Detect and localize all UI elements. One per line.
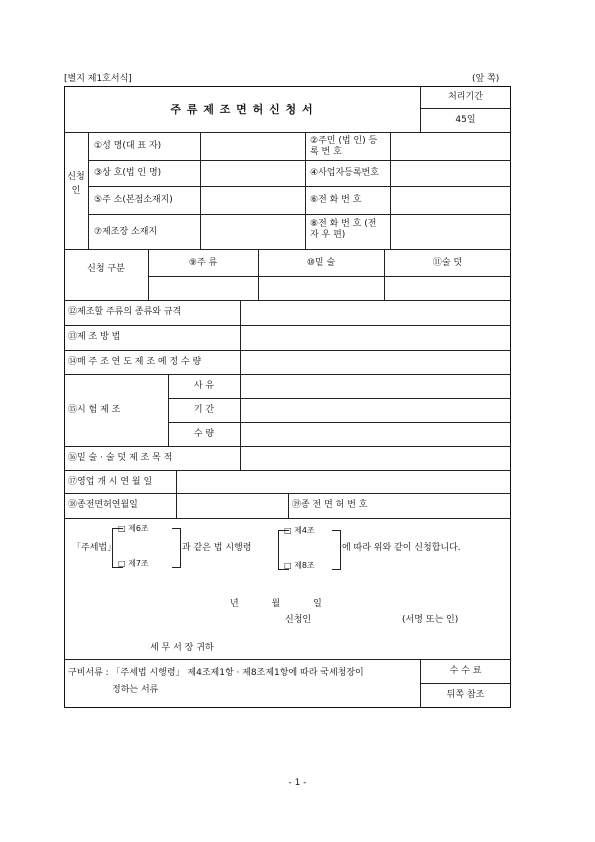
applicant-side-label: 신청인 <box>67 172 85 196</box>
rule <box>64 518 511 519</box>
method-label: ⑬제 조 방 법 <box>68 332 121 342</box>
rule <box>64 325 511 326</box>
fee-value: 뒤쪽 참조 <box>446 690 485 700</box>
rule <box>88 160 511 161</box>
rule <box>305 132 306 249</box>
required-documents-cont: 정하는 서류 <box>112 685 159 695</box>
category-yeast: ⑪술 덧 <box>432 258 463 268</box>
rule <box>64 659 511 660</box>
category-label: 신청 구분 <box>87 264 125 274</box>
bracket-right <box>332 530 341 570</box>
opening-date-label: ⑰영업 개 시 연 월 일 <box>68 477 153 487</box>
rule <box>64 300 511 301</box>
rule <box>148 276 511 277</box>
statement-tail: 에 따라 위와 같이 신청합니다. <box>342 543 461 553</box>
applicant-signature-label: 신청인 <box>285 615 312 625</box>
resident-number-label: ②주민 (법 인) 등 록 번 호 <box>310 136 378 157</box>
previous-license-date-label: ⑱종전면허연월일 <box>68 500 138 510</box>
rule <box>200 132 201 249</box>
purpose-label: ⑯밑 술 · 술 덧 제 조 목 적 <box>68 453 173 463</box>
phone-email-label: ⑧전 화 번 호 (전 자 우 편) <box>310 219 377 240</box>
page-number: - 1 - <box>288 778 307 788</box>
bracket-right <box>172 528 181 568</box>
business-number-label: ④사업자등록번호 <box>310 168 379 178</box>
plant-location-label: ⑦제조장 소재지 <box>94 227 158 237</box>
rule <box>420 108 511 109</box>
page-side-label: (앞 쪽) <box>472 74 500 84</box>
rule <box>420 683 511 684</box>
decree-article4-checkbox[interactable]: □ 제4조 <box>284 526 315 535</box>
annual-quantity-label: ⑭매 주 조 연 도 제 조 예 정 수 량 <box>68 357 202 367</box>
rule <box>176 470 177 518</box>
addressee: 세 무 서 장 귀하 <box>150 643 214 653</box>
phone-label: ⑥전 화 번 호 <box>310 195 362 205</box>
application-date: 년 월 일 <box>230 599 322 609</box>
trial-period-label: 기 간 <box>193 405 215 415</box>
article6-checkbox[interactable]: □ 제6조 <box>118 524 149 533</box>
processing-value: 45일 <box>455 115 476 125</box>
name-label: ①성 명(대 표 자) <box>94 141 162 151</box>
rule <box>148 249 149 300</box>
rule <box>88 186 511 187</box>
rule <box>64 350 511 351</box>
rule <box>390 132 391 249</box>
rule <box>64 446 511 447</box>
category-liquor: ⑨주 류 <box>188 258 218 268</box>
trial-quantity-label: 수 량 <box>193 429 215 439</box>
rule <box>88 132 89 249</box>
rule <box>384 249 385 300</box>
rule <box>64 374 511 375</box>
trial-manufacture-label: ⑮시 험 제 조 <box>68 405 121 415</box>
form-number: [별지 제1호서식] <box>64 74 132 84</box>
rule <box>64 132 511 133</box>
previous-license-number-label: ⑲종 전 면 허 번 호 <box>292 500 368 510</box>
signature-note: (서명 또는 인) <box>402 615 459 625</box>
rule <box>258 249 259 300</box>
category-koji: ⑩밑 술 <box>306 258 336 268</box>
statement-middle: 과 같은 법 시행령 <box>182 543 252 553</box>
rule <box>168 398 511 399</box>
decree-article8-checkbox[interactable]: □ 제8조 <box>284 561 315 570</box>
kinds-label: ⑫제조할 주류의 종류와 규격 <box>68 307 182 317</box>
rule <box>64 249 511 250</box>
trade-name-label: ③상 호(법 인 명) <box>94 168 162 178</box>
rule <box>288 493 289 518</box>
rule <box>240 300 241 470</box>
rule <box>88 214 511 215</box>
address-label: ⑤주 소(본점소재지) <box>94 195 173 205</box>
form-title: 주 류 제 조 면 허 신 청 서 <box>170 103 314 116</box>
trial-reason-label: 사 유 <box>193 381 215 391</box>
rule <box>64 470 511 471</box>
law-name: 「주세법」 <box>72 543 117 553</box>
required-documents: 구비서류 : 「주세법 시행령」 제4조제1항 · 제8조제1항에 따라 국세청장이 <box>68 668 364 678</box>
article7-checkbox[interactable]: □ 제7조 <box>118 559 149 568</box>
rule <box>168 422 511 423</box>
processing-label: 처리기간 <box>448 92 483 102</box>
fee-label: 수 수 료 <box>449 666 482 676</box>
